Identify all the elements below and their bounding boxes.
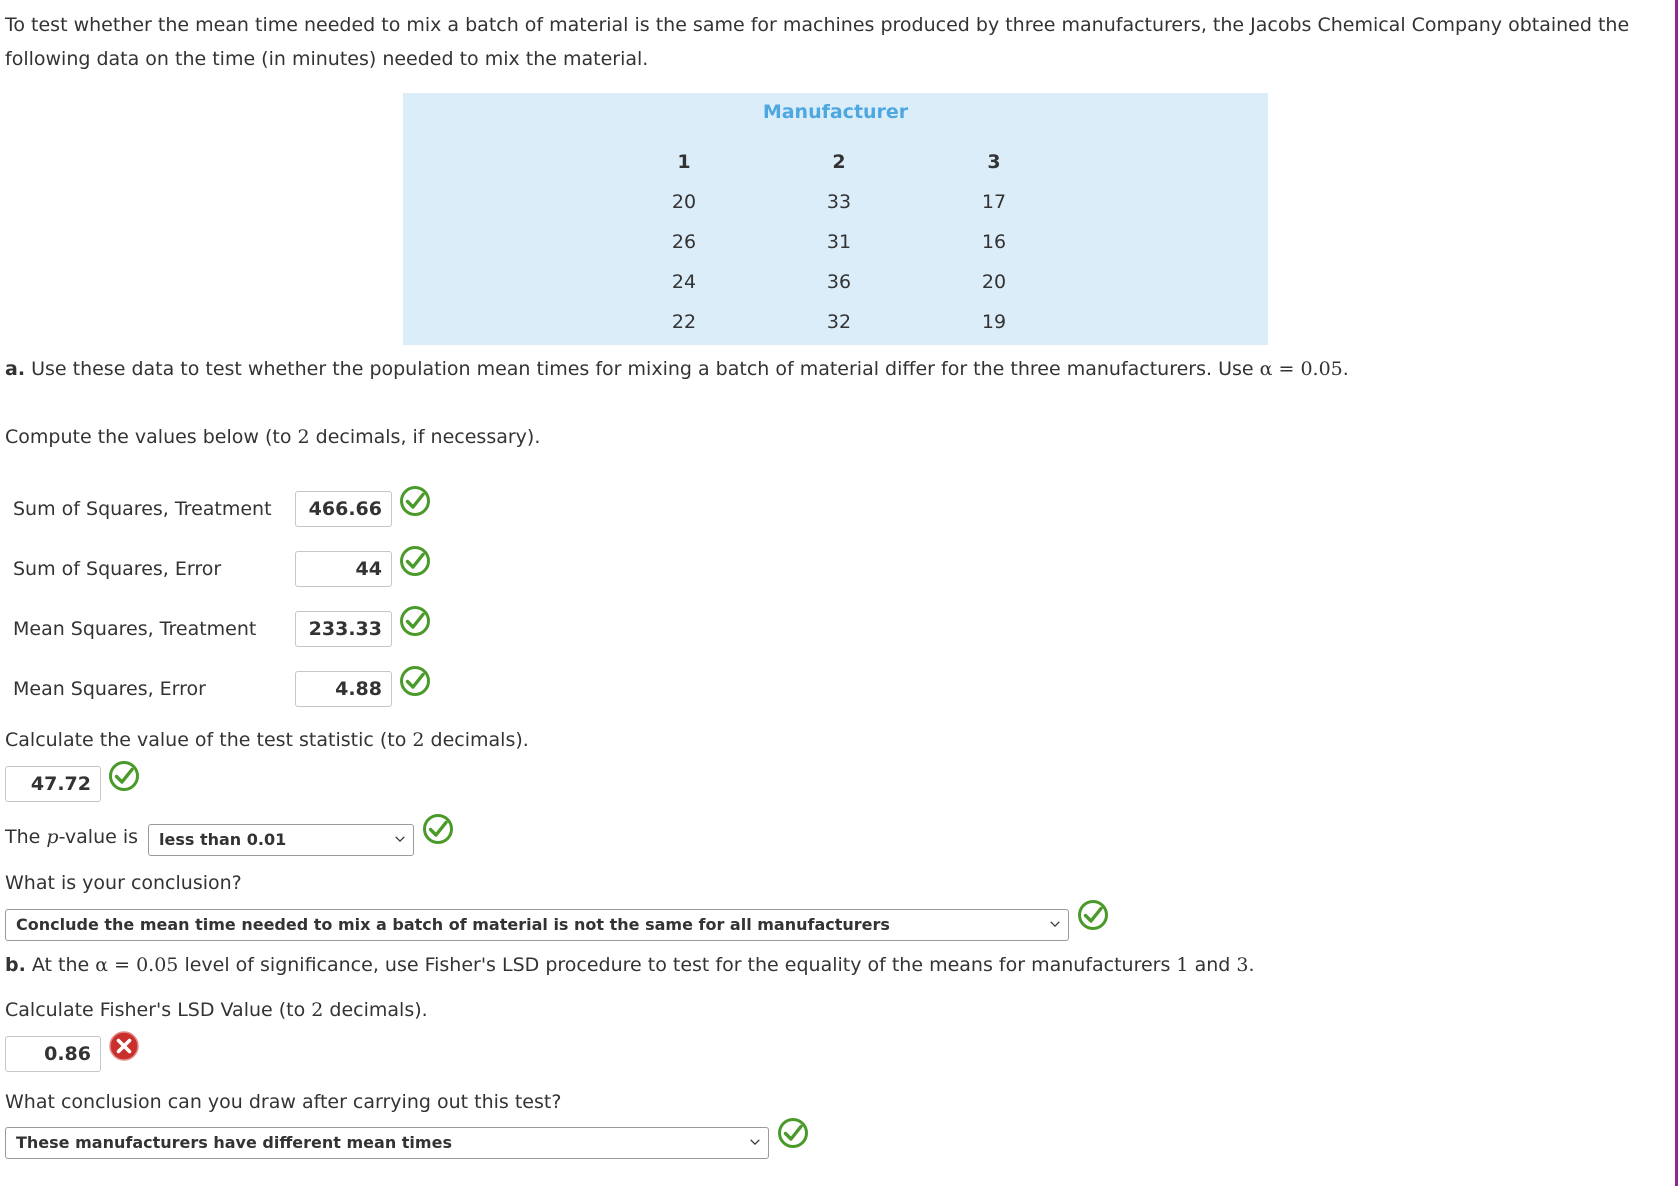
part-a-period: . [1342, 358, 1349, 380]
table-cell: 24 [671, 271, 697, 293]
chevron-down-icon [1050, 919, 1060, 929]
compute-prefix: Compute the values below (to [5, 426, 292, 448]
check-icon [399, 485, 431, 517]
part-a-prompt [5, 358, 1349, 380]
data-table [403, 93, 1268, 345]
part-b-manufacturer-3: 3 [1236, 954, 1249, 976]
check-icon [399, 665, 431, 697]
part-a-text: Use these data to test whether the population mean times for mixing a batch of material differ for the three manufacturers. Use [31, 358, 1254, 380]
ms-treatment-input[interactable]: 233.33 [295, 611, 392, 647]
compute-decimals: 2 [297, 426, 310, 448]
table-cell: 33 [826, 191, 852, 213]
conclusion-question: What is your conclusion? [5, 872, 242, 894]
lsd-value-input[interactable]: 0.86 [5, 1036, 101, 1072]
chevron-down-icon [750, 1137, 760, 1147]
table-cell: 32 [826, 311, 852, 333]
ms-error-label: Mean Squares, Error [13, 678, 206, 700]
part-a-alpha: α = 0.05 [1259, 358, 1343, 380]
lsd-prefix: Calculate Fisher's LSD Value (to [5, 999, 306, 1021]
ss-treatment-label: Sum of Squares, Treatment [13, 498, 272, 520]
lsd-suffix: decimals). [329, 999, 428, 1021]
test-stat-prefix: Calculate the value of the test statistic (to [5, 729, 407, 751]
table-cell: 20 [981, 271, 1007, 293]
problem-intro: To test whether the mean time needed to mix a batch of material is the same for machines produced by three manufacturers, the Jacobs Chemical Company obtained the following data on the time (in minutes) needed to mix the material. [5, 14, 1630, 70]
ss-error-label: Sum of Squares, Error [13, 558, 222, 580]
table-cell: 31 [826, 231, 852, 253]
compute-instruction [5, 426, 540, 448]
table-cell: 26 [671, 231, 697, 253]
p-value-prefix: The [5, 826, 41, 848]
ms-error-input[interactable]: 4.88 [295, 671, 392, 707]
p-value-variable: p [46, 826, 59, 848]
part-b-period: . [1248, 954, 1255, 976]
column-header-2: 2 [832, 151, 846, 173]
ms-treatment-label: Mean Squares, Treatment [13, 618, 257, 640]
table-cell: 36 [826, 271, 852, 293]
table-cell: 17 [981, 191, 1007, 213]
lsd-conclusion-select[interactable] [5, 1127, 769, 1159]
p-value-line [5, 826, 138, 848]
conclusion-select[interactable] [5, 909, 1069, 941]
test-statistic-input[interactable]: 47.72 [5, 766, 101, 802]
lsd-instruction [5, 999, 428, 1021]
p-value-selected: less than 0.01 [159, 830, 287, 849]
part-b-label: b. [5, 954, 26, 976]
table-title: Manufacturer [762, 101, 909, 123]
part-a-label: a. [5, 358, 26, 380]
lsd-decimals: 2 [311, 999, 324, 1021]
test-stat-suffix: decimals). [430, 729, 529, 751]
p-value-suffix: -value is [58, 826, 139, 848]
check-icon [777, 1117, 809, 1149]
table-cell: 16 [981, 231, 1007, 253]
part-b-alpha: α = 0.05 [95, 954, 179, 976]
compute-suffix: decimals, if necessary). [315, 426, 541, 448]
check-icon [399, 545, 431, 577]
test-stat-instruction [5, 729, 529, 751]
check-icon [422, 813, 454, 845]
check-icon [399, 605, 431, 637]
part-b-and: and [1194, 954, 1231, 976]
test-stat-decimals: 2 [412, 729, 425, 751]
part-b-manufacturer-1: 1 [1176, 954, 1189, 976]
check-icon [1077, 899, 1109, 931]
column-header-1: 1 [677, 151, 691, 173]
lsd-conclusion-selected: These manufacturers have different mean times [16, 1133, 452, 1152]
ss-treatment-input[interactable]: 466.66 [295, 491, 392, 527]
ss-error-input[interactable]: 44 [295, 551, 392, 587]
table-cell: 19 [981, 311, 1007, 333]
column-header-3: 3 [987, 151, 1001, 173]
lsd-conclusion-question: What conclusion can you draw after carrying out this test? [5, 1091, 562, 1113]
table-cell: 22 [671, 311, 697, 333]
conclusion-selected: Conclude the mean time needed to mix a batch of material is not the same for all manufacturers [16, 915, 890, 934]
chevron-down-icon [395, 834, 405, 844]
part-b-text-1: At the [31, 954, 90, 976]
table-cell: 20 [671, 191, 697, 213]
p-value-select[interactable] [148, 824, 414, 856]
part-b-prompt [5, 954, 1255, 976]
incorrect-icon [108, 1030, 140, 1062]
check-icon [108, 760, 140, 792]
part-b-text-2: level of significance, use Fisher's LSD procedure to test for the equality of the means for manufacturers [184, 954, 1171, 976]
